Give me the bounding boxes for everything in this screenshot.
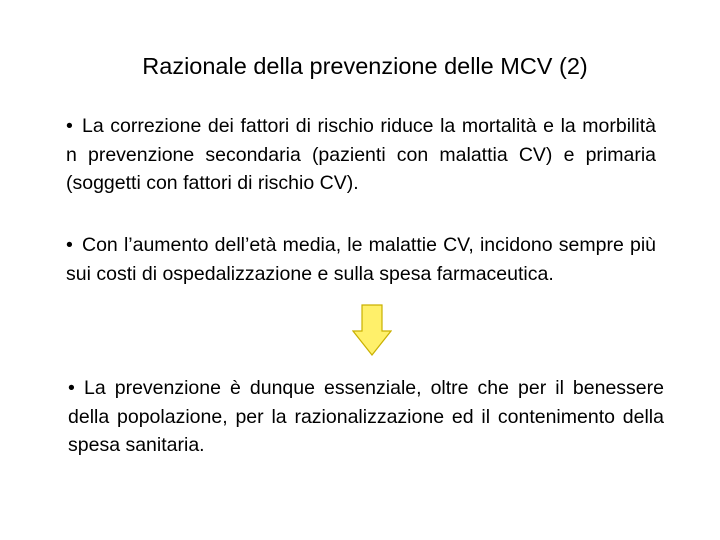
bullet-marker: • bbox=[66, 234, 73, 256]
slide-title: Razionale della prevenzione delle MCV (2) bbox=[142, 53, 588, 79]
bullet-item-mortality bbox=[66, 112, 656, 198]
bullet-marker: • bbox=[66, 115, 73, 137]
arrow-shape bbox=[353, 305, 391, 355]
bullet-text: Con l’aumento dell’età media, le malattie CV, incidono sempre più sui costi di ospedalizzazione e sulla spesa farmaceutica. bbox=[66, 234, 656, 285]
bullet-item-costs bbox=[66, 231, 656, 288]
bullet-item-conclusion bbox=[68, 374, 664, 460]
bullet-marker: • bbox=[68, 377, 75, 399]
down-arrow-icon bbox=[352, 304, 392, 356]
bullet-text: La prevenzione è dunque essenziale, oltre che per il benessere della popolazione, per la razionalizzazione ed il contenimento della spesa sanitaria. bbox=[68, 377, 664, 456]
bullet-text: La correzione dei fattori di rischio riduce la mortalità e la morbilità n prevenzione secondaria (pazienti con malattia CV) e primaria (soggetti con fattori di rischio CV). bbox=[66, 115, 656, 194]
